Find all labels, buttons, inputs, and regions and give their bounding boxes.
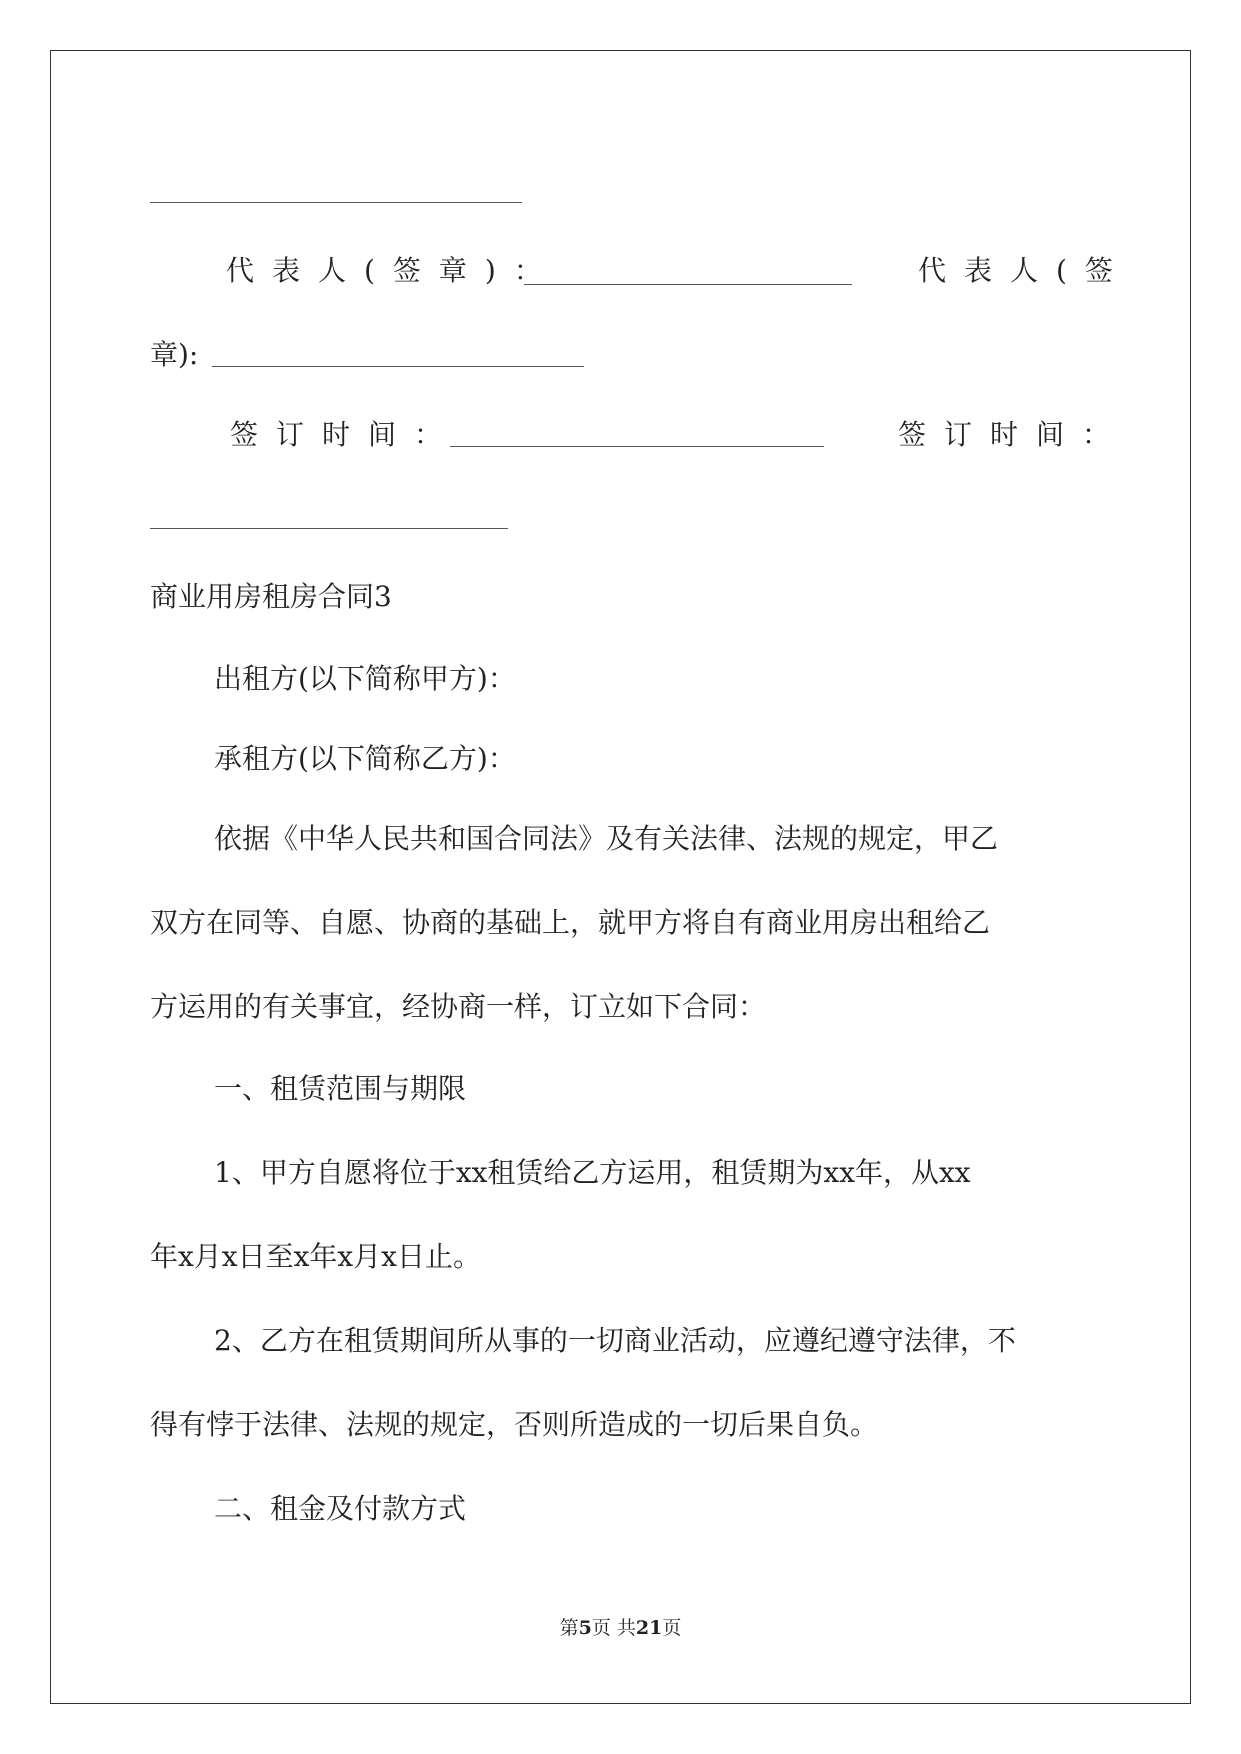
clause-2-line-2: 得有悖于法律、法规的规定，否则所造成的一切后果自负。 xyxy=(150,1408,879,1441)
footer-middle: 页 共 xyxy=(591,1617,636,1639)
clause-1-line-1: 1、甲方自愿将位于xx租赁给乙方运用，租赁期为xx年，从xx xyxy=(214,1156,971,1189)
signing-date-blank-left xyxy=(450,446,824,447)
footer-prefix: 第 xyxy=(559,1617,579,1639)
clause-1-line-2: 年x月x日至x年x月x日止。 xyxy=(150,1240,481,1273)
representative-label-left: 代表人(签章)： xyxy=(226,254,560,287)
signing-date-label-right: 签订时间： xyxy=(898,418,1129,451)
section-2-title: 二、租金及付款方式 xyxy=(214,1492,467,1525)
representative-label-continued: 章): xyxy=(150,338,199,371)
clause-2-line-1: 2、乙方在租赁期间所从事的一切商业活动，应遵纪遵守法律，不 xyxy=(214,1324,1016,1357)
total-pages-number: 21 xyxy=(635,1617,663,1639)
representative-blank-left xyxy=(524,284,852,285)
current-page-number: 5 xyxy=(578,1617,592,1639)
representative-label-right: 代表人(签 xyxy=(918,254,1131,287)
page-number-footer xyxy=(0,1616,1241,1640)
lessor-line: 出租方(以下简称甲方)： xyxy=(214,662,516,695)
lessee-line: 承租方(以下简称乙方)： xyxy=(214,742,516,775)
section-1-title: 一、租赁范围与期限 xyxy=(214,1072,467,1105)
preamble-line-2: 双方在同等、自愿、协商的基础上，就甲方将自有商业用房出租给乙 xyxy=(150,906,991,939)
page-border xyxy=(50,50,1191,1704)
signing-date-blank-right xyxy=(150,528,508,529)
signature-blank-line xyxy=(150,202,522,203)
signing-date-label-left: 签订时间： xyxy=(230,418,461,451)
footer-suffix: 页 xyxy=(662,1617,682,1639)
contract-title: 商业用房租房合同3 xyxy=(150,580,392,613)
preamble-line-1: 依据《中华人民共和国合同法》及有关法律、法规的规定，甲乙 xyxy=(214,822,999,855)
preamble-line-3: 方运用的有关事宜，经协商一样，订立如下合同： xyxy=(150,990,767,1023)
representative-blank-right xyxy=(212,366,584,367)
